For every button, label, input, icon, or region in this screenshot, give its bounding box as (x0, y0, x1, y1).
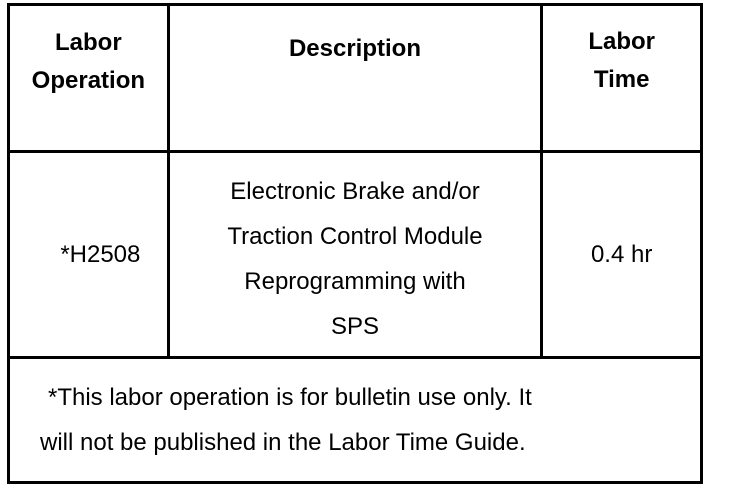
footnote-line-1: *This labor operation is for bulletin use only. It (48, 384, 532, 411)
table-row (9, 152, 702, 358)
description-cell (168, 152, 542, 358)
header-labor-time-line-2: Time (593, 66, 650, 93)
description-line-4: SPS (330, 312, 379, 340)
header-description (168, 5, 542, 152)
header-labor-operation (9, 5, 169, 152)
labor-operation-table (7, 3, 703, 484)
description-line-3: Reprogramming with (244, 267, 466, 295)
description-line-2: Traction Control Module (227, 222, 483, 250)
header-labor-time-line-1: Labor (588, 28, 655, 55)
labor-operation-code: *H2508 (9, 152, 169, 358)
labor-time-value: 0.4 hr (542, 152, 702, 358)
header-labor-operation-line-2: Operation (31, 67, 146, 94)
header-labor-operation-line-1: Labor (55, 29, 122, 56)
description-line-1: Electronic Brake and/or (230, 177, 480, 205)
footnote-line-2: will not be published in the Labor Time Guide. (40, 429, 526, 456)
table-header-row (9, 5, 702, 152)
footnote-row (9, 358, 702, 483)
header-description-label: Description (288, 35, 421, 62)
header-labor-time (542, 5, 702, 152)
footnote-cell (9, 358, 702, 483)
